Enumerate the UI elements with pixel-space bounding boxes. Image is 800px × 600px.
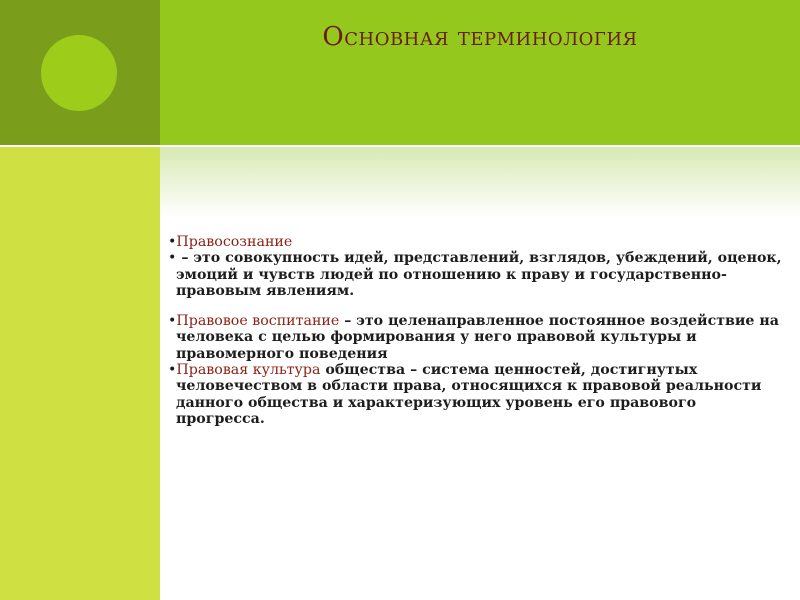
bullet: • xyxy=(168,313,177,330)
left-top-panel xyxy=(0,0,160,146)
slide-title: Основная терминология xyxy=(322,22,638,52)
term-definition: общества – система ценностей, достигнутых человечеством в области права, относящихся к правовой реальности данного общества и характеризующих уровень его правового прогресса. xyxy=(176,362,762,427)
term-name: Правовое воспитание xyxy=(176,313,340,330)
bullet: • xyxy=(168,250,177,267)
bullet: • xyxy=(168,234,177,250)
gradient-band xyxy=(160,147,800,217)
term-definition: – это совокупность идей, представлений, взглядов, убеждений, оценок, эмоций и чувств людей по отношению к праву и государственно-правовым явлениям. xyxy=(176,250,782,299)
bullet: • xyxy=(168,362,177,379)
term-item xyxy=(168,234,788,250)
term-name: Правовая культура xyxy=(176,362,321,379)
term-name: Правосознание xyxy=(176,234,293,250)
term-definition: – это целенаправленное постоянное воздействие на человека с целью формирования у него правовой культуры и правомерного поведения xyxy=(176,313,779,362)
term-item xyxy=(168,250,788,299)
decorative-circle xyxy=(41,35,117,111)
term-item xyxy=(168,362,788,427)
left-side-panel xyxy=(0,146,160,600)
content-area xyxy=(168,234,788,427)
term-item xyxy=(168,313,788,362)
